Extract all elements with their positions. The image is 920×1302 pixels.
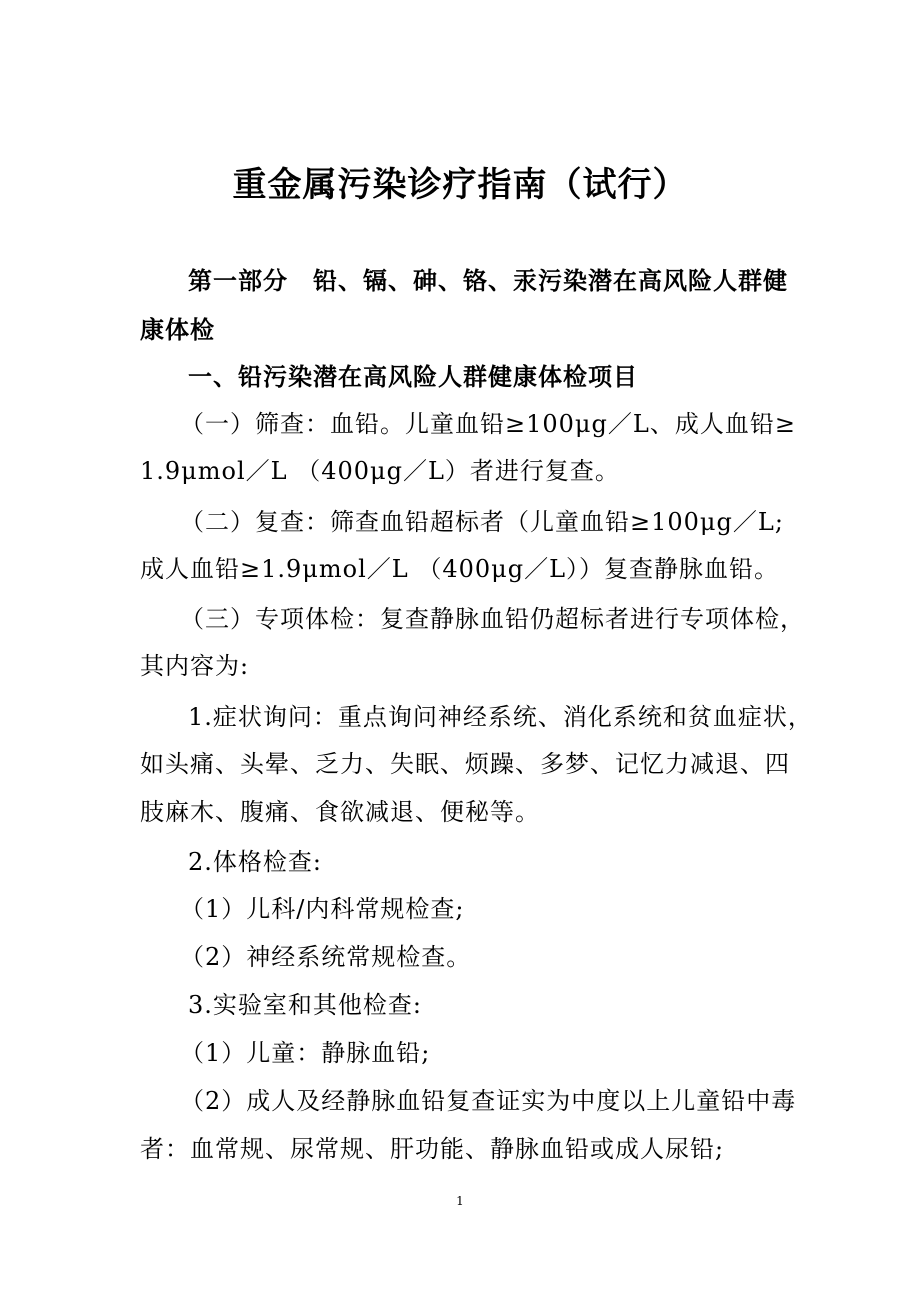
paragraph-symptoms-line-3: 肢麻木、腹痛、食欲减退、便秘等。 bbox=[140, 798, 540, 826]
section-heading: 一、铅污染潜在高风险人群健康体检项目 bbox=[188, 363, 638, 391]
paragraph-lab-exam: 3.实验室和其他检查: bbox=[188, 991, 422, 1019]
paragraph-recheck-line-2: 成人血铅≥1.9μmol／L （400μg／L））复查静脉血铅。 bbox=[140, 555, 780, 583]
paragraph-adult-tests-line-1: （2）成人及经静脉血铅复查证实为中度以上儿童铅中毒 bbox=[180, 1087, 797, 1115]
paragraph-adult-tests-line-2: 者：血常规、尿常规、肝功能、静脉血铅或成人尿铅; bbox=[140, 1135, 725, 1163]
paragraph-special-exam-line-2: 其内容为: bbox=[140, 652, 250, 680]
page-number: 1 bbox=[456, 1194, 464, 1208]
paragraph-children-blood: （1）儿童：静脉血铅; bbox=[180, 1039, 431, 1067]
document-title: 重金属污染诊疗指南（试行） bbox=[232, 165, 688, 205]
paragraph-screening-line-2: 1.9μmol／L （400μg／L）者进行复查。 bbox=[140, 457, 620, 485]
paragraph-symptoms-line-2: 如头痛、头晕、乏力、失眠、烦躁、多梦、记忆力减退、四 bbox=[140, 750, 790, 778]
paragraph-physical-exam: 2.体格检查: bbox=[188, 848, 322, 876]
paragraph-recheck-line-1: （二）复查：筛查血铅超标者（儿童血铅≥100μg／L; bbox=[180, 508, 784, 536]
paragraph-screening-line-1: （一）筛查：血铅。儿童血铅≥100μg／L、成人血铅≥ bbox=[180, 410, 796, 438]
paragraph-symptoms-line-1: 1.症状询问：重点询问神经系统、消化系统和贫血症状， bbox=[188, 703, 813, 731]
part-heading-line-1: 第一部分 铅、镉、砷、铬、汞污染潜在高风险人群健 bbox=[188, 267, 788, 295]
paragraph-neuro-exam: （2）神经系统常规检查。 bbox=[180, 943, 472, 971]
paragraph-special-exam-line-1: （三）专项体检：复查静脉血铅仍超标者进行专项体检， bbox=[180, 605, 805, 633]
paragraph-pediatric-exam: （1）儿科/内科常规检查; bbox=[180, 895, 465, 923]
part-heading-line-2: 康体检 bbox=[140, 316, 215, 344]
